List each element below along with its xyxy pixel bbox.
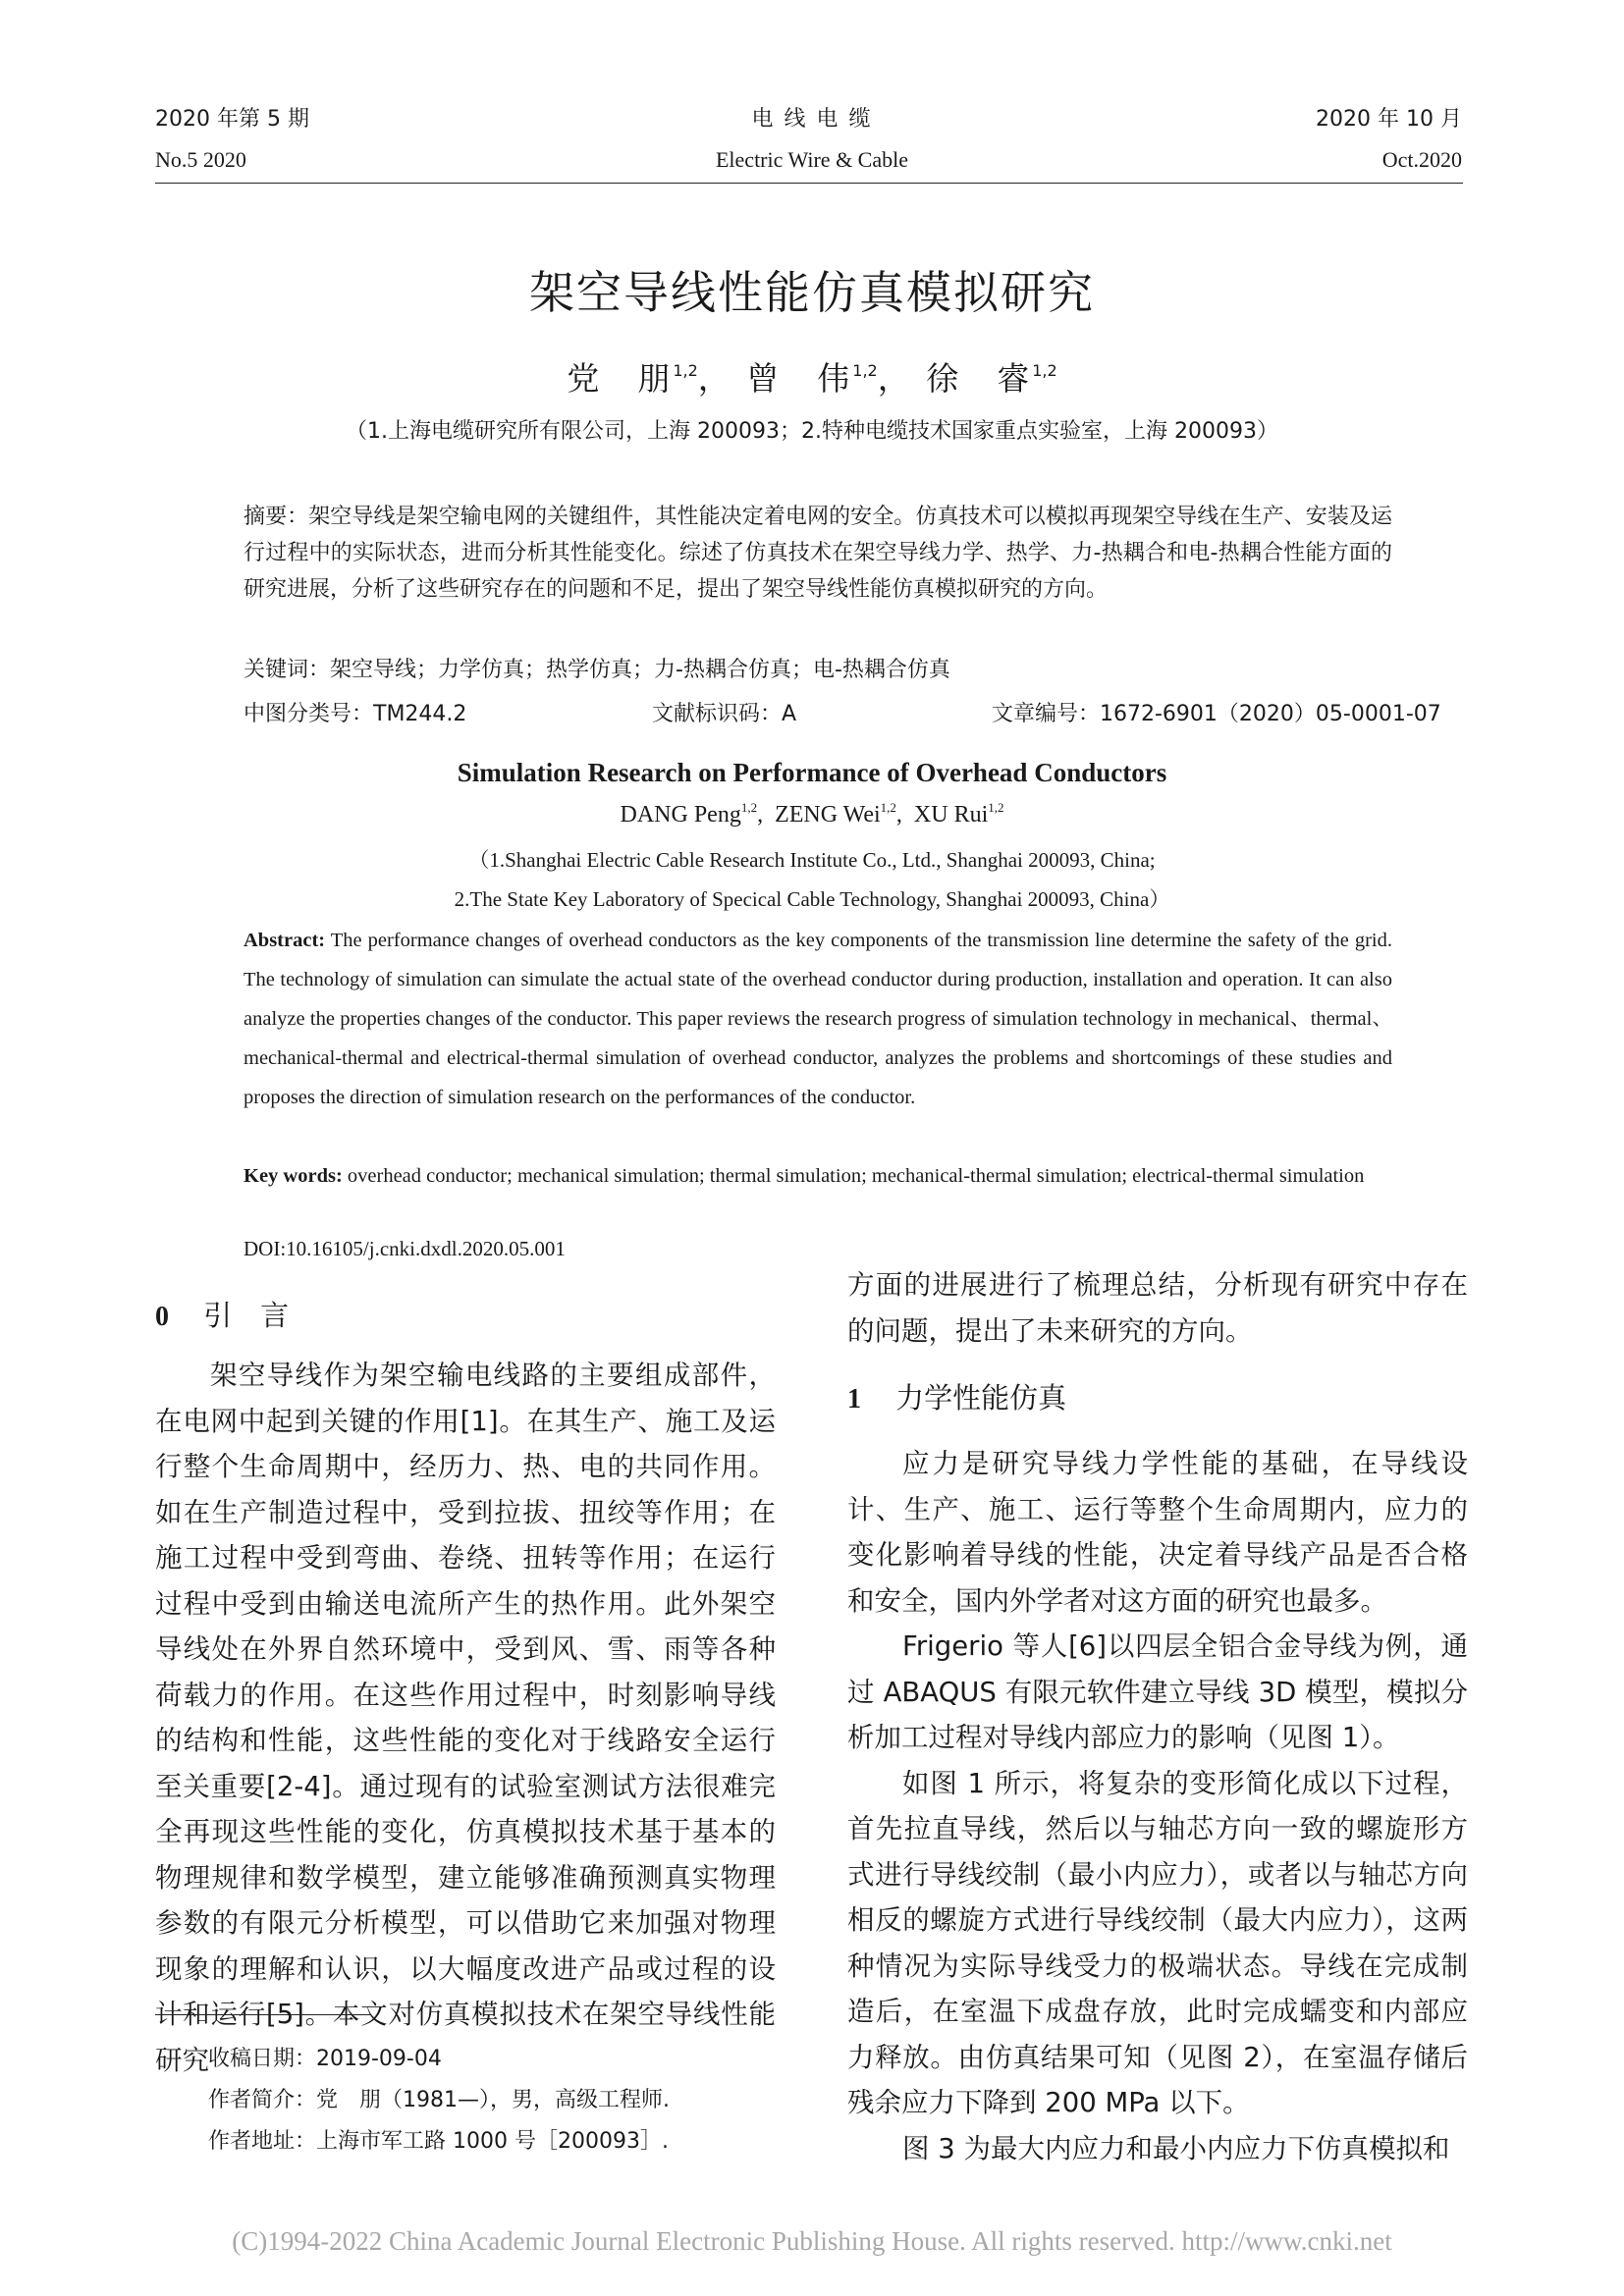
author-1: 党 朋$^{1,2}$ <box>567 359 698 398</box>
footnote-rule <box>155 2014 371 2015</box>
paragraph-frigerio: Frigerio 等人[6]以四层全铝合金导线为例，通过 ABAQUS 有限元软件建立导线 3D 模型，模拟分析加工过程对导线内部应力的影响（见图 1）。 <box>847 1630 1468 1753</box>
paragraph-intro-end: 方面的进展进行了梳理总结，分析现有研究中存在的问题，提出了未来研究的方向。 <box>847 1269 1468 1347</box>
abstract-en <box>244 921 1392 1117</box>
section-1-heading <box>847 1376 1066 1416</box>
abstract-en-label: Abstract: <box>244 930 326 951</box>
keywords-en-label: Key words: <box>244 1165 343 1187</box>
section-0-number: 0 <box>155 1302 169 1332</box>
paragraph-intro: 架空导线作为架空输电线路的主要组成部件，在电网中起到关键的作用[1]。在其生产、施工及运行整个生命周期中，经历力、热、电的共同作用。如在生产制造过程中，受到拉拔、扭绞等作用；在施工过程中受到弯曲、卷绕、扭转等作用；在运行过程中受到由输送电流所产生的热作用。此外架空导线处在外界自然环境中，受到风、雪、雨等各种荷载力的作用。在这些作用过程中，时刻影响导线的结构和性能，这些性能的变化对于线路安全运行至关重要[2-4]。通过现有的试验室测试方法很难完全再现这些性能的变化，仿真模拟技术基于基本的物理规律和数学模型，建立能够准确预测真实物理参数的有限元分析模型，可以借助它来加强对物理现象的理解和认识，以大幅度改进产品或过程的设计和运行[5]。本文对仿真模拟技术在架空导线性能研究 <box>155 1360 776 2076</box>
right-column-body <box>847 1441 1468 2171</box>
copyright-watermark: (C)1994-2022 China Academic Journal Electronic Publishing House. All rights reserved. http://www.cnki.net <box>232 2226 1392 2256</box>
author-en-3: XU Rui$^{1,2}$ <box>913 800 1004 828</box>
paragraph-figure-1: 如图 1 所示，将复杂的变形简化成以下过程，首先拉直导线，然后以与轴芯方向一致的螺旋形方式进行导线绞制（最小内应力），或者以与轴芯方向相反的螺旋方式进行导线绞制（最大内应力），这两种情况为实际导线受力的极端状态。导线在完成制造后，在室温下成盘存放，此时完成蠕变和内部应力释放。由仿真结果可知（见图 2），在室温存储后残余应力下降到 200 MPa 以下。 <box>847 1767 1468 2118</box>
header-issue-cn: 2020 年第 5 期 <box>155 107 309 132</box>
section-1-title: 力学性能仿真 <box>895 1381 1067 1415</box>
header-rule <box>155 183 1463 184</box>
footnote-address: 作者地址：上海市军工路 1000 号［200093］. <box>208 2129 669 2154</box>
section-0-title: 引 言 <box>203 1299 290 1332</box>
affiliation-cn: （1.上海电缆研究所有限公司，上海 200093；2.特种电缆技术国家重点实验室，上海 200093） <box>346 419 1278 444</box>
affiliation-en-2: 2.The State Key Laboratory of Specical Cable Technology, Shanghai 200093, China） <box>454 887 1170 911</box>
paragraph-figure-3: 图 3 为最大内应力和最小内应力下仿真模拟和 <box>902 2132 1450 2164</box>
header-journal-cn: 电 线 电 缆 <box>751 107 873 132</box>
section-1-number: 1 <box>847 1384 861 1415</box>
author-2: 曾 伟$^{1,2}$ <box>746 359 878 398</box>
abstract-en-body: The performance changes of overhead conductors as the key components of the transmission line determine the safety of the grid. The technology of simulation can simulate the actual state of the overhead conductor during production, installation and operation. It can also analyze the properties changes of the conductor. This paper reviews the research progress of simulation technology in mechanical、thermal、mechanical-thermal and electrical-thermal simulation of overhead conductor, analyzes the problems and shortcomings of these studies and proposes the direction of simulation research on the performances of the conductor. <box>244 930 1392 1108</box>
document-code: 文献标识码：A <box>652 702 797 726</box>
right-column-top <box>847 1262 1468 1354</box>
section-0-heading <box>155 1294 289 1334</box>
footnote-received: 收稿日期：2019-09-04 <box>208 2047 442 2071</box>
article-number: 文章编号：1672-6901（2020）05-0001-07 <box>992 702 1441 726</box>
footnote-author-bio: 作者简介：党 朋（1981—），男，高级工程师. <box>208 2088 670 2112</box>
header-issue-en: No.5 2020 <box>155 147 246 172</box>
paper-title-en: Simulation Research on Performance of Overhead Conductors <box>457 758 1167 787</box>
keywords-en-body: overhead conductor; mechanical simulation; thermal simulation; mechanical-thermal simulation; electrical-thermal simulation <box>342 1165 1365 1187</box>
left-column-body <box>155 1353 776 2083</box>
paper-title-cn: 架空导线性能仿真模拟研究 <box>529 266 1095 319</box>
paragraph-stress: 应力是研究导线力学性能的基础，在导线设计、生产、施工、运行等整个生命周期内，应力的变化影响着导线的性能，决定着导线产品是否合格和安全，国内外学者对这方面的研究也最多。 <box>847 1448 1468 1617</box>
doi: DOI:10.16105/j.cnki.dxdl.2020.05.001 <box>244 1237 566 1260</box>
header-date-cn: 2020 年 10 月 <box>1316 107 1462 132</box>
header-journal-en: Electric Wire & Cable <box>715 147 908 172</box>
authors-cn: 党 朋$^{1,2}$， 曾 伟$^{1,2}$， 徐 睿$^{1,2}$ <box>567 359 1057 398</box>
clc-number: 中图分类号：TM244.2 <box>244 702 467 726</box>
keywords-en <box>244 1156 1392 1196</box>
affiliation-en-1: （1.Shanghai Electric Cable Research Institute Co., Ltd., Shanghai 200093, China; <box>468 848 1156 872</box>
author-en-1: DANG Peng$^{1,2}$ <box>620 800 758 828</box>
keywords-cn: 关键词：架空导线；力学仿真；热学仿真；力-热耦合仿真；电-热耦合仿真 <box>244 658 950 682</box>
authors-en: DANG Peng$^{1,2}$, ZENG Wei$^{1,2}$, XU Rui$^{1,2}$ <box>620 800 1004 828</box>
author-3: 徐 睿$^{1,2}$ <box>926 359 1057 398</box>
header-date-en: Oct.2020 <box>1381 147 1462 172</box>
author-en-2: ZENG Wei$^{1,2}$ <box>775 800 896 828</box>
abstract-cn: 摘要：架空导线是架空输电网的关键组件，其性能决定着电网的安全。仿真技术可以模拟再现架空导线在生产、安装及运行过程中的实际状态，进而分析其性能变化。综述了仿真技术在架空导线力学、热学、力-热耦合和电-热耦合性能方面的研究进展，分析了这些研究存在的问题和不足，提出了架空导线性能仿真模拟研究的方向。 <box>244 505 1392 602</box>
